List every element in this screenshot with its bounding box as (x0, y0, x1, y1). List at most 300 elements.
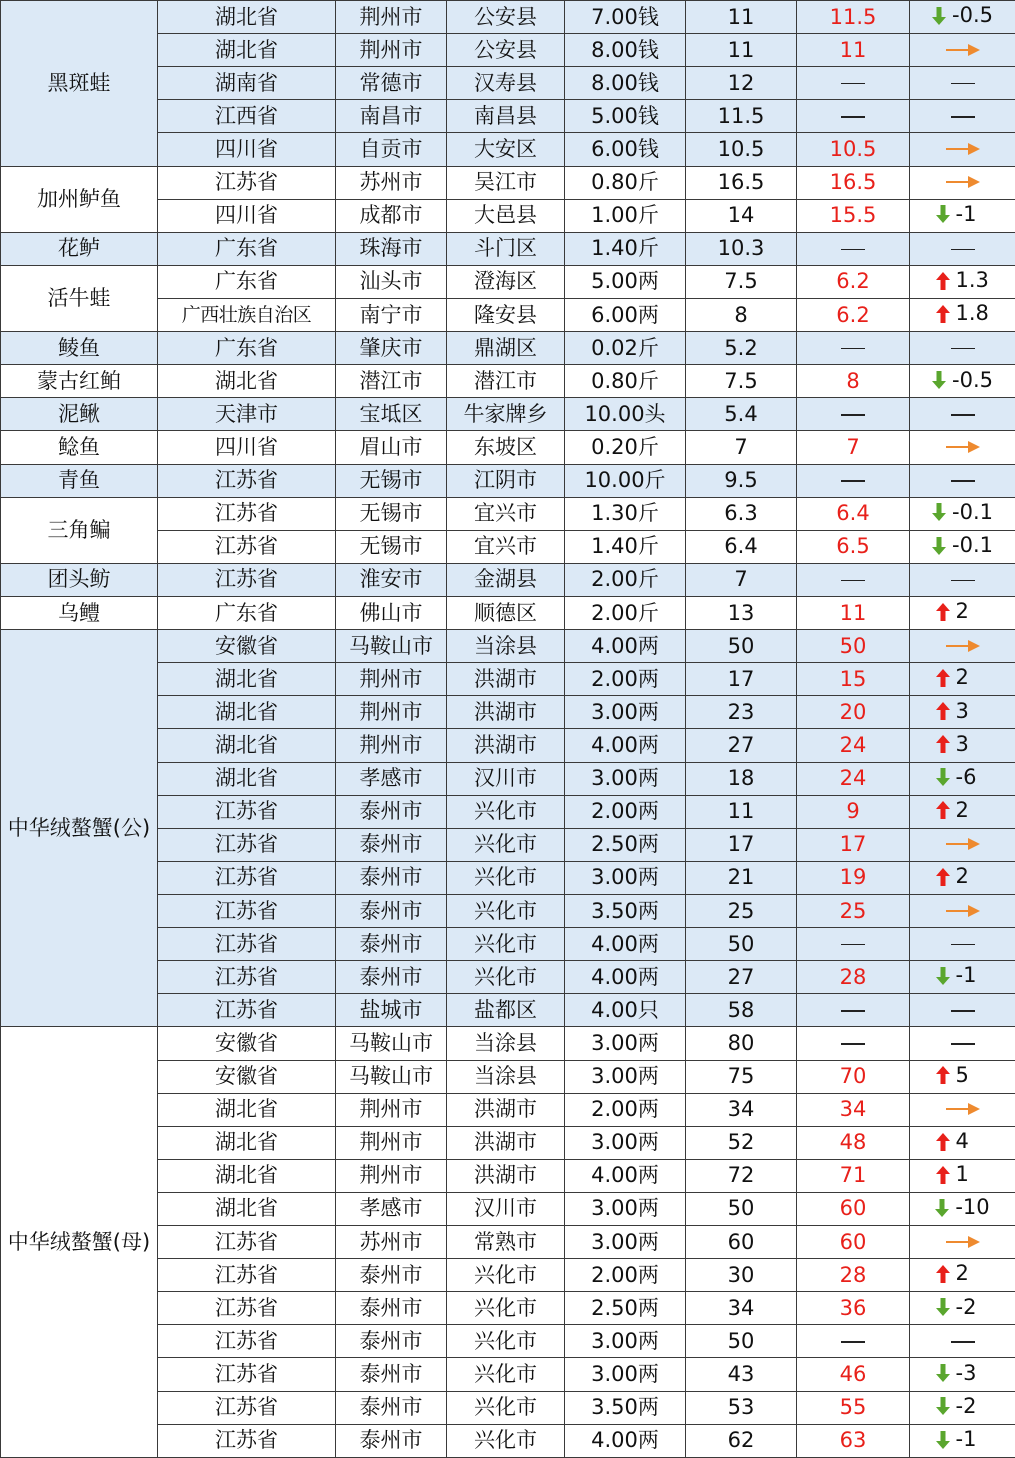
up-arrow-icon (936, 1133, 950, 1151)
change-cell (910, 596, 1015, 629)
change-cell (910, 1424, 1015, 1457)
species-cell: 团头鲂 (1, 563, 158, 596)
city-cell: 无锡市 (336, 497, 447, 530)
right-arrow-icon (946, 1102, 980, 1116)
province-cell: 江苏省 (158, 1325, 336, 1358)
prev-price-value: 60 (840, 1196, 867, 1220)
city-cell: 泰州市 (336, 828, 447, 861)
prev-price-cell (797, 332, 910, 365)
change-indicator (932, 370, 993, 391)
change-indicator (946, 904, 980, 918)
spec-cell: 0.80斤 (565, 166, 686, 199)
change-cell (910, 365, 1015, 398)
prev-price-cell (797, 1060, 910, 1093)
up-arrow-icon (936, 1166, 950, 1184)
up-arrow-icon (936, 702, 950, 720)
table-row (1, 332, 1015, 365)
city-cell: 马鞍山市 (336, 1060, 447, 1093)
change-value: 1.8 (956, 303, 990, 324)
prev-price-cell (797, 298, 910, 331)
change-value: 2 (956, 667, 990, 688)
today-price-cell: 27 (686, 961, 797, 994)
province-cell: 江苏省 (158, 1226, 336, 1259)
city-cell: 汕头市 (336, 265, 447, 298)
county-cell: 兴化市 (447, 1424, 565, 1457)
table-row (1, 497, 1015, 530)
today-price-cell: 11 (686, 795, 797, 828)
province-cell: 湖北省 (158, 663, 336, 696)
prev-price-cell (797, 596, 910, 629)
change-cell (910, 961, 1015, 994)
right-arrow-icon (946, 904, 980, 918)
change-cell (910, 133, 1015, 166)
province-cell: 江苏省 (158, 464, 336, 497)
city-cell: 泰州市 (336, 1325, 447, 1358)
dash-icon (951, 116, 975, 117)
table-row (1, 563, 1015, 596)
prev-price-cell (797, 1126, 910, 1159)
prev-price-cell (797, 861, 910, 894)
prev-price-value: 50 (840, 634, 867, 658)
right-arrow-icon (946, 440, 980, 454)
county-cell: 当涂县 (447, 630, 565, 663)
change-cell (910, 1226, 1015, 1259)
city-cell: 孝感市 (336, 1192, 447, 1225)
province-cell: 安徽省 (158, 1027, 336, 1060)
spec-cell: 2.00斤 (565, 563, 686, 596)
change-value: -6 (956, 767, 990, 788)
today-price-cell: 5.4 (686, 398, 797, 431)
city-cell: 自贡市 (336, 133, 447, 166)
species-cell: 花鲈 (1, 232, 158, 265)
prev-price-value: 46 (840, 1362, 867, 1386)
spec-cell: 2.00两 (565, 1259, 686, 1292)
city-cell: 泰州市 (336, 928, 447, 961)
prev-price-value: 48 (840, 1130, 867, 1154)
change-indicator (936, 303, 990, 324)
today-price-cell: 52 (686, 1126, 797, 1159)
prev-price-cell (797, 563, 910, 596)
change-cell (910, 1325, 1015, 1358)
today-price-cell: 58 (686, 994, 797, 1027)
change-value: 2 (956, 601, 990, 622)
change-value: -0.1 (952, 535, 993, 556)
down-arrow-icon (932, 537, 946, 555)
city-cell: 南宁市 (336, 298, 447, 331)
spec-cell: 0.20斤 (565, 431, 686, 464)
prev-price-value: 7 (846, 435, 859, 459)
prev-price-cell (797, 1292, 910, 1325)
spec-cell: 3.00两 (565, 1060, 686, 1093)
county-cell: 东坡区 (447, 431, 565, 464)
spec-cell: 1.00斤 (565, 199, 686, 232)
change-cell (910, 1027, 1015, 1060)
prev-price-value: 28 (840, 965, 867, 989)
county-cell: 南昌县 (447, 100, 565, 133)
spec-cell: 4.00两 (565, 729, 686, 762)
change-value: 3 (956, 701, 990, 722)
change-cell (910, 861, 1015, 894)
county-cell: 吴江市 (447, 166, 565, 199)
spec-cell: 0.02斤 (565, 332, 686, 365)
up-arrow-icon (936, 272, 950, 290)
change-cell (910, 1060, 1015, 1093)
spec-cell: 2.00两 (565, 1093, 686, 1126)
change-cell (910, 232, 1015, 265)
province-cell: 江西省 (158, 100, 336, 133)
change-cell (910, 1093, 1015, 1126)
prev-price-value: 15 (840, 667, 867, 691)
down-arrow-icon (936, 205, 950, 223)
species-cell: 三角鳊 (1, 497, 158, 563)
prev-price-cell (797, 1391, 910, 1424)
spec-cell: 8.00钱 (565, 34, 686, 67)
province-cell: 四川省 (158, 431, 336, 464)
prev-price-value: 11 (840, 601, 867, 625)
prev-price-value: 24 (840, 733, 867, 757)
prev-price-cell (797, 795, 910, 828)
right-arrow-icon (946, 142, 980, 156)
prev-price-value: 63 (840, 1428, 867, 1452)
prev-price-cell (797, 497, 910, 530)
spec-cell: 4.00两 (565, 961, 686, 994)
dash-icon (951, 249, 975, 250)
province-cell: 江苏省 (158, 795, 336, 828)
prev-price-value: 6.2 (836, 269, 869, 293)
table-row (1, 265, 1015, 298)
spec-cell: 3.00两 (565, 1358, 686, 1391)
change-cell (910, 34, 1015, 67)
city-cell: 泰州市 (336, 861, 447, 894)
spec-cell: 2.00两 (565, 663, 686, 696)
spec-cell: 5.00两 (565, 265, 686, 298)
change-cell (910, 1292, 1015, 1325)
province-cell: 江苏省 (158, 828, 336, 861)
city-cell: 荆州市 (336, 1093, 447, 1126)
prev-price-value: 34 (840, 1097, 867, 1121)
change-cell (910, 1358, 1015, 1391)
county-cell: 汉川市 (447, 762, 565, 795)
province-cell: 广东省 (158, 265, 336, 298)
change-indicator (946, 639, 980, 653)
change-value: -0.1 (952, 502, 993, 523)
prev-price-cell (797, 1, 910, 34)
change-cell (910, 265, 1015, 298)
prev-price-value: 10.5 (830, 137, 877, 161)
change-value: -0.5 (952, 5, 993, 26)
right-arrow-icon (946, 175, 980, 189)
spec-cell: 3.00两 (565, 762, 686, 795)
spec-cell: 3.50两 (565, 894, 686, 927)
change-cell (910, 431, 1015, 464)
city-cell: 荆州市 (336, 663, 447, 696)
change-value: -0.5 (952, 370, 993, 391)
prev-price-value: 9 (846, 799, 859, 823)
today-price-cell: 18 (686, 762, 797, 795)
change-cell (910, 563, 1015, 596)
province-cell: 江苏省 (158, 994, 336, 1027)
spec-cell: 4.00两 (565, 928, 686, 961)
spec-cell: 7.00钱 (565, 1, 686, 34)
table-row (1, 596, 1015, 629)
today-price-cell: 11 (686, 34, 797, 67)
city-cell: 佛山市 (336, 596, 447, 629)
city-cell: 无锡市 (336, 530, 447, 563)
county-cell: 当涂县 (447, 1027, 565, 1060)
spec-cell: 4.00只 (565, 994, 686, 1027)
change-cell (910, 663, 1015, 696)
change-indicator (935, 1197, 989, 1218)
today-price-cell: 13 (686, 596, 797, 629)
prev-price-value: 8 (846, 369, 859, 393)
change-cell (910, 1, 1015, 34)
change-cell (910, 894, 1015, 927)
prev-price-cell (797, 365, 910, 398)
prev-price-value: 71 (840, 1163, 867, 1187)
province-cell: 四川省 (158, 133, 336, 166)
county-cell: 兴化市 (447, 1325, 565, 1358)
down-arrow-icon (936, 768, 950, 786)
change-cell (910, 298, 1015, 331)
dash-icon (951, 944, 975, 945)
change-indicator (936, 667, 990, 688)
city-cell: 泰州市 (336, 1391, 447, 1424)
prev-price-cell (797, 961, 910, 994)
prev-price-value: 55 (840, 1395, 867, 1419)
spec-cell: 1.40斤 (565, 530, 686, 563)
change-value: -2 (956, 1396, 990, 1417)
dash-icon (841, 1341, 865, 1342)
change-indicator (932, 502, 993, 523)
down-arrow-icon (932, 7, 946, 25)
prev-price-cell (797, 265, 910, 298)
prev-price-cell (797, 67, 910, 100)
today-price-cell: 23 (686, 696, 797, 729)
province-cell: 江苏省 (158, 497, 336, 530)
province-cell: 广东省 (158, 596, 336, 629)
today-price-cell: 34 (686, 1093, 797, 1126)
city-cell: 荆州市 (336, 729, 447, 762)
change-indicator (932, 535, 993, 556)
province-cell: 安徽省 (158, 1060, 336, 1093)
today-price-cell: 6.4 (686, 530, 797, 563)
spec-cell: 2.50两 (565, 828, 686, 861)
city-cell: 无锡市 (336, 464, 447, 497)
species-cell: 黑斑蛙 (1, 1, 158, 167)
dash-icon (951, 1010, 975, 1011)
prev-price-value: 6.5 (836, 534, 869, 558)
county-cell: 兴化市 (447, 861, 565, 894)
today-price-cell: 14 (686, 199, 797, 232)
change-cell (910, 166, 1015, 199)
table-row (1, 232, 1015, 265)
county-cell: 汉寿县 (447, 67, 565, 100)
today-price-cell: 30 (686, 1259, 797, 1292)
change-value: -3 (956, 1363, 990, 1384)
right-arrow-icon (946, 837, 980, 851)
prev-price-value: 6.2 (836, 303, 869, 327)
prev-price-cell (797, 696, 910, 729)
dash-icon (841, 83, 865, 84)
change-indicator (932, 5, 993, 26)
prev-price-value: 11 (840, 38, 867, 62)
change-value: 2 (956, 800, 990, 821)
change-indicator (946, 43, 980, 57)
today-price-cell: 17 (686, 828, 797, 861)
change-cell (910, 530, 1015, 563)
city-cell: 泰州市 (336, 961, 447, 994)
dash-icon (841, 1043, 865, 1044)
today-price-cell: 50 (686, 928, 797, 961)
city-cell: 苏州市 (336, 166, 447, 199)
province-cell: 湖北省 (158, 696, 336, 729)
down-arrow-icon (936, 1364, 950, 1382)
down-arrow-icon (936, 1397, 950, 1415)
county-cell: 顺德区 (447, 596, 565, 629)
county-cell: 公安县 (447, 34, 565, 67)
change-indicator (936, 800, 990, 821)
spec-cell: 3.00两 (565, 1126, 686, 1159)
dash-icon (841, 116, 865, 117)
today-price-cell: 12 (686, 67, 797, 100)
province-cell: 江苏省 (158, 961, 336, 994)
prev-price-cell (797, 663, 910, 696)
table-row (1, 464, 1015, 497)
change-value: -1 (956, 1429, 990, 1450)
city-cell: 南昌市 (336, 100, 447, 133)
province-cell: 广东省 (158, 232, 336, 265)
dash-icon (841, 414, 865, 415)
change-indicator (936, 1164, 990, 1185)
spec-cell: 3.50两 (565, 1391, 686, 1424)
city-cell: 成都市 (336, 199, 447, 232)
prev-price-cell (797, 1192, 910, 1225)
county-cell: 汉川市 (447, 1192, 565, 1225)
change-indicator (936, 204, 990, 225)
change-cell (910, 762, 1015, 795)
change-indicator (936, 1263, 990, 1284)
prev-price-cell (797, 828, 910, 861)
county-cell: 洪湖市 (447, 1126, 565, 1159)
spec-cell: 5.00钱 (565, 100, 686, 133)
change-cell (910, 199, 1015, 232)
spec-cell: 4.00两 (565, 1159, 686, 1192)
right-arrow-icon (946, 1235, 980, 1249)
city-cell: 泰州市 (336, 1292, 447, 1325)
up-arrow-icon (936, 868, 950, 886)
today-price-cell: 6.3 (686, 497, 797, 530)
today-price-cell: 7.5 (686, 365, 797, 398)
today-price-cell: 8 (686, 298, 797, 331)
prev-price-cell (797, 762, 910, 795)
province-cell: 江苏省 (158, 166, 336, 199)
table-row (1, 365, 1015, 398)
today-price-cell: 43 (686, 1358, 797, 1391)
city-cell: 泰州市 (336, 1424, 447, 1457)
change-cell (910, 100, 1015, 133)
city-cell: 马鞍山市 (336, 1027, 447, 1060)
change-indicator (946, 440, 980, 454)
up-arrow-icon (936, 603, 950, 621)
today-price-cell: 21 (686, 861, 797, 894)
prev-price-cell (797, 1424, 910, 1457)
county-cell: 牛家牌乡 (447, 398, 565, 431)
dash-icon (951, 480, 975, 481)
spec-cell: 4.00两 (565, 630, 686, 663)
spec-cell: 6.00两 (565, 298, 686, 331)
prev-price-value: 6.4 (836, 501, 869, 525)
province-cell: 江苏省 (158, 1358, 336, 1391)
up-arrow-icon (936, 1265, 950, 1283)
county-cell: 兴化市 (447, 1358, 565, 1391)
table-row (1, 630, 1015, 663)
province-cell: 湖北省 (158, 1126, 336, 1159)
today-price-cell: 80 (686, 1027, 797, 1060)
table-row (1, 166, 1015, 199)
right-arrow-icon (946, 43, 980, 57)
province-cell: 江苏省 (158, 861, 336, 894)
prev-price-value: 15.5 (830, 203, 877, 227)
change-indicator (936, 1429, 990, 1450)
change-cell (910, 1126, 1015, 1159)
city-cell: 常德市 (336, 67, 447, 100)
county-cell: 兴化市 (447, 1391, 565, 1424)
table-row (1, 398, 1015, 431)
county-cell: 洪湖市 (447, 663, 565, 696)
prev-price-cell (797, 1226, 910, 1259)
prev-price-value: 11.5 (830, 5, 877, 29)
prev-price-cell (797, 994, 910, 1027)
prev-price-value: 60 (840, 1230, 867, 1254)
today-price-cell: 50 (686, 630, 797, 663)
county-cell: 隆安县 (447, 298, 565, 331)
spec-cell: 2.50两 (565, 1292, 686, 1325)
change-value: -2 (956, 1297, 990, 1318)
today-price-cell: 75 (686, 1060, 797, 1093)
province-cell: 天津市 (158, 398, 336, 431)
prev-price-cell (797, 729, 910, 762)
county-cell: 金湖县 (447, 563, 565, 596)
dash-icon (951, 1043, 975, 1044)
prev-price-cell (797, 34, 910, 67)
table-row (1, 1, 1015, 34)
change-cell (910, 1159, 1015, 1192)
down-arrow-icon (935, 1199, 949, 1217)
prev-price-cell (797, 630, 910, 663)
change-value: 1 (956, 1164, 990, 1185)
province-cell: 江苏省 (158, 1424, 336, 1457)
city-cell: 潜江市 (336, 365, 447, 398)
down-arrow-icon (936, 1431, 950, 1449)
change-cell (910, 67, 1015, 100)
city-cell: 马鞍山市 (336, 630, 447, 663)
change-indicator (936, 1131, 990, 1152)
prev-price-cell (797, 530, 910, 563)
dash-icon (951, 580, 975, 581)
change-indicator (936, 1396, 990, 1417)
dash-icon (841, 1010, 865, 1011)
species-cell: 乌鳢 (1, 596, 158, 629)
province-cell: 安徽省 (158, 630, 336, 663)
today-price-cell: 11.5 (686, 100, 797, 133)
county-cell: 大邑县 (447, 199, 565, 232)
city-cell: 荆州市 (336, 1159, 447, 1192)
change-indicator (936, 965, 990, 986)
dash-icon (951, 1341, 975, 1342)
province-cell: 江苏省 (158, 894, 336, 927)
city-cell: 肇庆市 (336, 332, 447, 365)
change-indicator (946, 175, 980, 189)
